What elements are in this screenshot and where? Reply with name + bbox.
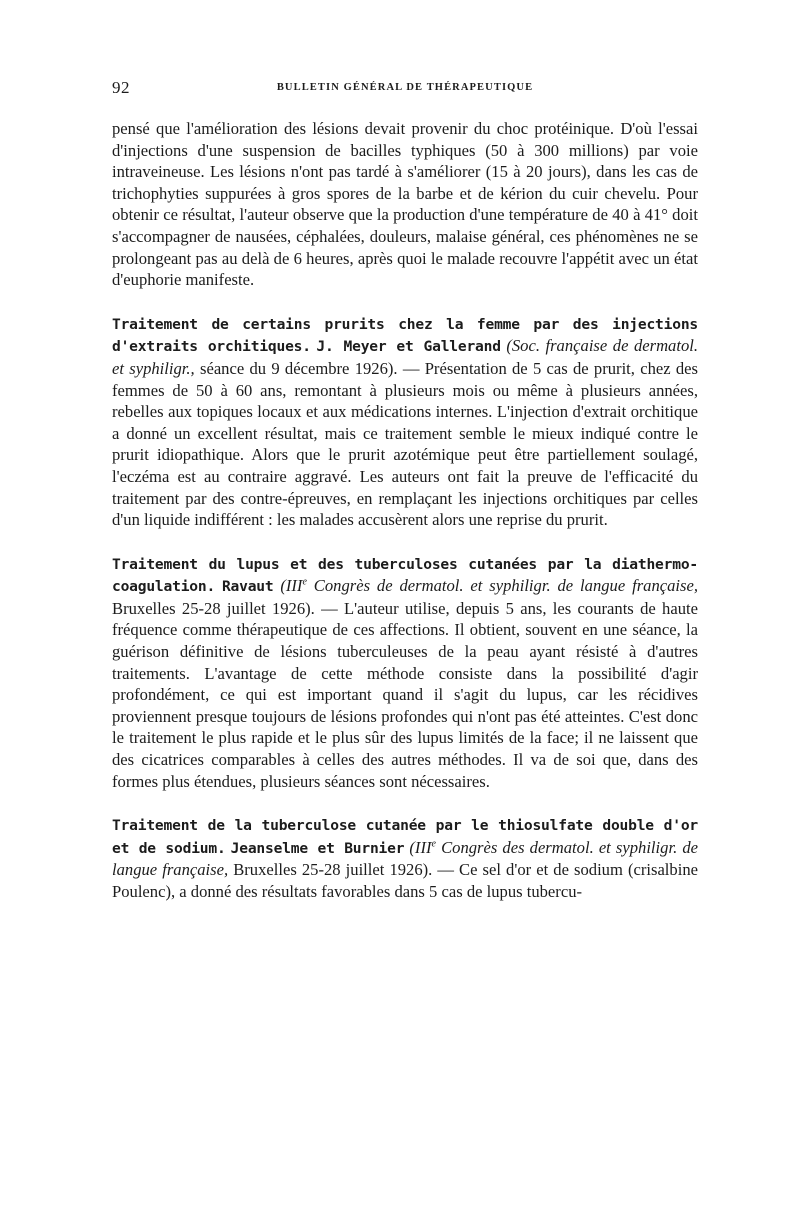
body-text	[112, 118, 698, 903]
article-title: Traitement de certains prurits chez la femme par des injections d'extraits orchitiques.	[112, 315, 698, 356]
article-title: Traitement de la tuberculose cutanée par le thiosulfate double d'or et de sodium.	[112, 817, 698, 857]
article-reference-pre: (III	[280, 576, 303, 596]
article-body: — Ce sel d'or et de sodium (crisalbine Poulenc), a donné des résultats favorables dans 5 cas de lupus tubercu-	[112, 860, 698, 901]
article-reference-sup: e	[302, 576, 307, 588]
article-reference: Congrès de dermatol. et syphiligr. de langue française,	[306, 576, 698, 596]
article-body: — Présentation de 5 cas de prurit, chez des femmes de 50 à 60 ans, remontant à plusieurs mois ou même à plusieurs années, rebelles aux topiques locaux et aux médications internes. L'injection d'extrait orchitique a donné un excellent résultat, mais ce traitement semble le mieux indiqué contre le prurit idiopathique. Alors que le prurit azotémique peut être partiellement soulagé, l'eczéma est au contraire aggravé. Les auteurs ont fait la preuve de l'efficacité du traitement par des contre-épreuves, en remplaçant les injections orchitiques par celles d'un liquide indifférent : les malades accusèrent alors une reprise du prurit.	[112, 358, 698, 530]
article-reference: Congrès des dermatol. et syphiligr. de langue française,	[112, 837, 698, 880]
article-reference: (Soc. française de dermatol. et syphiligr.,	[112, 336, 699, 378]
article-2	[112, 553, 698, 793]
article-reference-tail: séance du 9 décembre 1926).	[194, 358, 398, 378]
page-number: 92	[112, 78, 130, 97]
article-reference-pre: (III	[409, 837, 432, 857]
article-body: — L'auteur utilise, depuis 5 ans, les courants de haute fréquence comme thérapeutique de ces affections. Il obtient, souvent en une séance, la guérison définitive de lésions tuberculeuses de la peau ayant résisté à d'autres traitements. L'avantage de cette méthode consiste dans la possibilité d'agir profondément, ce qui est important quand il s'agit du lupus, car les récidives proviennent presque toujours de lésions profondes qui n'ont pas été atteintes. C'est donc le traitement le plus rapide et le plus sûr des lupus limités de la face; il ne laissent que des cicatrices comparables à celles des autres méthodes. Il va de soi que, dans des formes plus étendues, plusieurs séances sont nécessaires.	[112, 598, 698, 791]
article-authors: Ravaut	[221, 578, 274, 596]
intro-paragraph: pensé que l'amélioration des lésions devait provenir du choc protéinique. D'où l'essai d'injections d'une suspension de bacilles typhiques (50 à 300 millions) par voie intraveineuse. Les lésions n'ont pas tardé à s'améliorer (15 à 20 jours), dans les cas de trichophyties suppurées à gros spores de la barbe et de kérion du cuir chevelu. Pour obtenir ce résultat, l'auteur observe que la production d'une température de 40 à 41° doit s'accompagner de nausées, céphalées, douleurs, malaise général, ces phénomènes ne se prolongeant pas au delà de 6 heures, après quoi le malade recouvre l'appétit avec un état d'euphorie manifeste.	[112, 119, 698, 290]
article-authors: Jeanselme et Burnier	[230, 839, 405, 857]
article-3	[112, 814, 698, 902]
article-reference-tail: Bruxelles 25-28 juillet 1926).	[228, 860, 433, 880]
journal-title: BULLETIN GÉNÉRAL DE THÉRAPEUTIQUE	[276, 82, 534, 93]
article-reference-sup: e	[431, 838, 436, 850]
article-title: Traitement du lupus et des tuberculoses cutanées par la diathermo-coagulation.	[112, 555, 698, 596]
article-1	[112, 313, 698, 531]
running-header	[112, 78, 698, 100]
article-authors: J. Meyer et Gallerand	[316, 338, 501, 356]
article-reference-tail: Bruxelles 25-28 juillet 1926).	[112, 598, 315, 618]
